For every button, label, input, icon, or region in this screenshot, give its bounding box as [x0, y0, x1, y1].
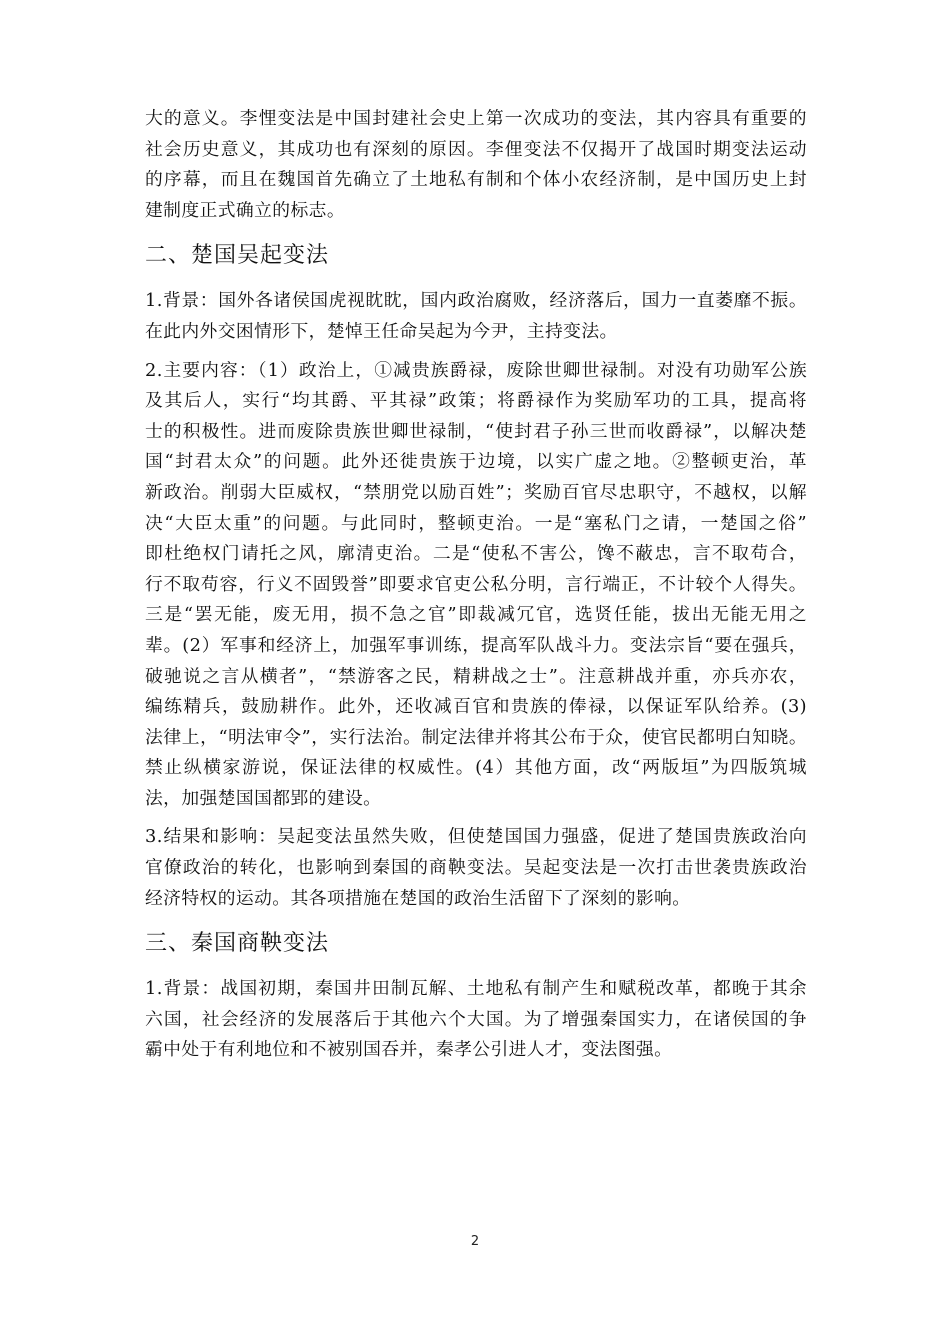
text-line: 经济特权的运动。其各项措施在楚国的政治生活留下了深刻的影响。 — [145, 887, 691, 909]
text-line: 的序幕，而且在魏国首先确立了土地私有制和个体小农经济制，是中国历史上封 — [145, 169, 807, 191]
text-line: 1.背景：国外各诸侯国虎视眈眈，国内政治腐败，经济落后，国力一直萎靡不振。 — [145, 290, 807, 312]
text-line: 建制度正式确立的标志。 — [145, 199, 345, 221]
text-line: 三是“罢无能，废无用，损不急之官”即裁减冗官，选贤任能，拔出无能无用之 — [145, 604, 807, 626]
text-line: 大的意义。李悝变法是中国封建社会史上第一次成功的变法，其内容具有重要的 — [145, 108, 807, 129]
document-body — [145, 104, 807, 1066]
text-line: 编练精兵，鼓励耕作。此外，还收减百官和贵族的俸禄，以保证军队给养。(3) — [145, 696, 807, 718]
page-number: 2 — [470, 1234, 480, 1249]
text-line: 六国，社会经济的发展落后于其他六个大国。为了增强秦国实力，在诸侯国的争 — [145, 1008, 807, 1030]
section-heading: 二、楚国吴起变法 — [145, 243, 330, 269]
text-line: 禁止纵横家游说，保证法律的权威性。(4）其他方面，改“两版垣”为四版筑城 — [145, 757, 807, 779]
text-line: 决“大臣太重”的问题。与此同时，整顿吏治。一是“塞私门之请，一楚国之俗” — [145, 512, 807, 534]
text-line: 霸中处于有利地位和不被别国吞并，秦孝公引进人才，变法图强。 — [145, 1039, 673, 1061]
background-paragraph — [145, 286, 807, 347]
text-line: 法律上，“明法审令”，实行法治。制定法律并将其公布于众，使官民都明白知晓。 — [145, 726, 807, 748]
intro-paragraph — [145, 104, 807, 226]
text-line: 辈。(2）军事和经济上，加强军事训练，提高军队战斗力。变法宗旨“要在强兵， — [145, 634, 807, 656]
text-line: 2.主要内容：（1）政治上，①减贵族爵禄，废除世卿世禄制。对没有功勋军公族 — [145, 359, 807, 381]
text-line: 官僚政治的转化，也影响到秦国的商鞅变法。吴起变法是一次打击世袭贵族政治 — [145, 857, 807, 879]
text-line: 破驰说之言从横者”，“禁游客之民，精耕战之士”。注意耕战并重，亦兵亦农， — [145, 665, 807, 687]
text-line: 在此内外交困情形下，楚悼王任命吴起为今尹，主持变法。 — [145, 320, 618, 342]
text-line: 士的积极性。进而废除贵族世卿世禄制，“使封君子孙三世而收爵禄”，以解决楚 — [145, 420, 807, 442]
main-content-paragraph — [145, 356, 807, 815]
result-paragraph — [145, 822, 807, 914]
text-line: 3.结果和影响：吴起变法虽然失败，但使楚国国力强盛，促进了楚国贵族政治向 — [145, 826, 807, 848]
text-line: 及其后人，实行“均其爵、平其禄”政策；将爵禄作为奖励军功的工具，提高将 — [145, 390, 807, 412]
text-line: 行不取苟容，行义不固毁誉”即要求官吏公私分明，言行端正，不计较个人得失。 — [145, 573, 807, 595]
text-line: 国“封君太众”的问题。此外还徙贵族于边境，以实广虚之地。②整顿吏治，革 — [145, 451, 807, 473]
section-heading: 三、秦国商鞅变法 — [145, 931, 330, 957]
text-line: 1.背景：战国初期，秦国井田制瓦解、土地私有制产生和赋税改革，都晚于其余 — [145, 978, 807, 1000]
text-line: 法，加强楚国国都郢的建设。 — [145, 787, 382, 809]
text-line: 即杜绝权门请托之风，廓清吏治。二是“使私不害公，馋不蔽忠，言不取苟合， — [145, 543, 807, 565]
text-line: 社会历史意义，其成功也有深刻的原因。李俚变法不仅揭开了战国时期变法运动 — [145, 138, 807, 160]
background-paragraph — [145, 974, 807, 1066]
text-line: 新政治。削弱大臣威权，“禁朋党以励百姓”；奖励百官尽忠职守，不越权，以解 — [145, 481, 807, 503]
